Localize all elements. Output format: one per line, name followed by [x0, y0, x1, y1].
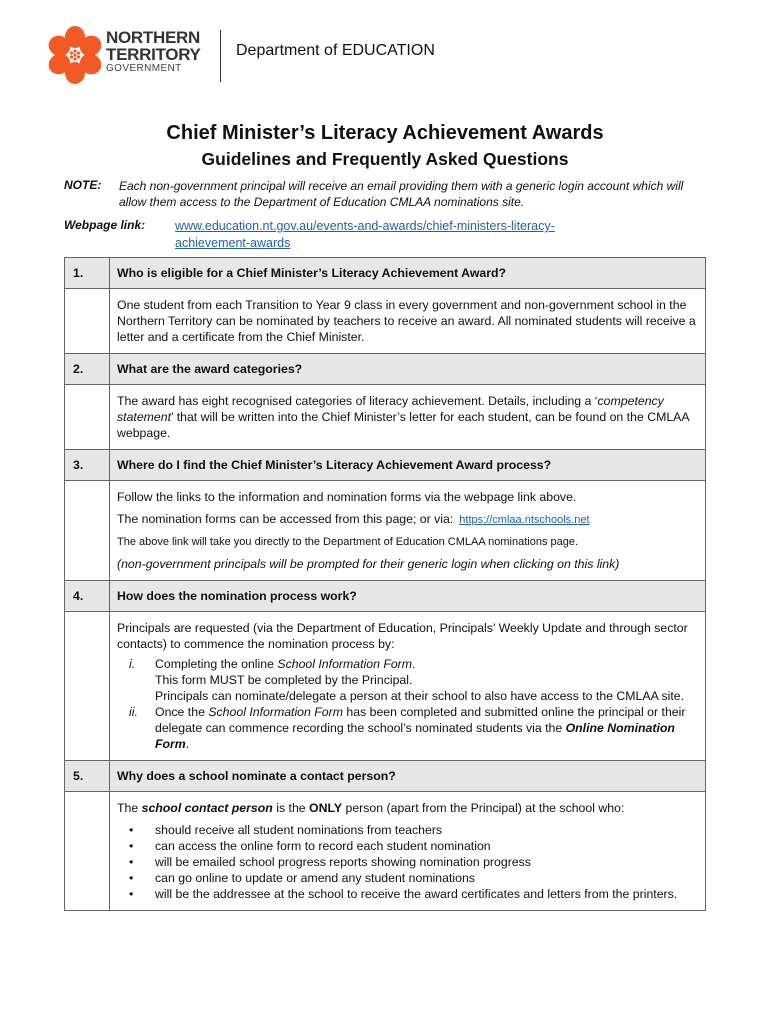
list-item: i. Completing the online School Information Form. This form MUST be completed by the Principal. Principals can nominate/delegate a person at their school to also have access to the CMLAA site. — [129, 657, 685, 703]
logo-line-2: TERRITORY — [106, 45, 201, 64]
list-item: • should receive all student nominations from teachers — [117, 822, 697, 838]
faq-answer-row — [65, 385, 706, 450]
faq-answer-row — [65, 481, 706, 581]
question-number: 1. — [65, 258, 110, 289]
list-item: • can access the online form to record each student nomination — [117, 838, 697, 854]
question-number: 3. — [65, 450, 110, 481]
list-marker: ii. — [129, 705, 138, 719]
logo-line-3: GOVERNMENT — [106, 63, 182, 74]
answer-text: The award has eight recognised categories of literacy achievement. Details, including a ‘competency statement’ that will be written into the Chief Minister’s letter for each student, can be found on the CMLAA webpage. — [110, 385, 706, 450]
process-steps-list — [117, 656, 697, 752]
cmlaa-link[interactable]: https://cmlaa.ntschools.net — [459, 514, 590, 526]
faq-question-row — [65, 354, 706, 385]
list-item: ii. Once the School Information Form has been completed and submitted online the principal or their delegate can commence recording the school’s nominated students via the Online Nomination Form. — [129, 705, 686, 751]
question-number: 4. — [65, 581, 110, 612]
faq-answer-row — [65, 612, 706, 761]
page-title: Chief Minister’s Literacy Achievement Awards — [166, 122, 604, 144]
logo-line-1: NORTHERN — [106, 28, 200, 47]
competency-statement-term: competency statement — [117, 394, 664, 424]
list-item: • will be emailed school progress reports showing nomination progress — [117, 854, 697, 870]
answer-text: One student from each Transition to Year 9 class in every government and non-government school in the Northern Territory can be nominated by teachers to receive an award. All nominated students will receive a letter and a certificate from the Chief Minister. — [110, 289, 706, 354]
note-text: Each non-government principal will receive an email providing them with a generic login account which will allow them access to the Department of Education CMLAA nominations site. — [119, 179, 684, 209]
question-text: What are the award categories? — [110, 354, 706, 385]
webpage-link-line-2[interactable]: achievement-awards — [175, 236, 291, 250]
nt-government-flower-logo-icon — [44, 24, 106, 86]
page-subtitle: Guidelines and Frequently Asked Questions — [201, 149, 569, 169]
faq-answer-row — [65, 289, 706, 354]
header-divider — [220, 30, 221, 82]
department-name: Department of EDUCATION — [236, 42, 435, 59]
list-item: • will be the addressee at the school to receive the award certificates and letters from the printers. — [117, 886, 697, 902]
webpage-label: Webpage link: — [64, 218, 146, 232]
logo-wordmark — [106, 29, 201, 74]
answer-paragraph: Follow the links to the information and nomination forms via the webpage link above. — [117, 490, 577, 504]
faq-table — [64, 257, 706, 911]
faq-question-row — [65, 258, 706, 289]
answer-paragraph: Principals are requested (via the Department of Education, Principals’ Weekly Update and through sector contacts) to commence the nomination process by: — [117, 621, 688, 651]
contact-duties-list — [117, 822, 697, 902]
question-text: How does the nomination process work? — [110, 581, 706, 612]
webpage-link[interactable] — [175, 218, 625, 252]
note-label: NOTE: — [64, 178, 102, 192]
webpage-link-line-1[interactable]: www.education.nt.gov.au/events-and-awards/chief-ministers-literacy- — [175, 219, 555, 233]
answer-paragraph: The nomination forms can be accessed from this page; or via: https://cmlaa.ntschools.net — [117, 512, 590, 526]
answer-paragraph: The above link will take you directly to the Department of Education CMLAA nominations page. — [117, 536, 579, 548]
question-text: Where do I find the Chief Minister’s Literacy Achievement Award process? — [110, 450, 706, 481]
question-text: Why does a school nominate a contact person? — [110, 761, 706, 792]
question-number: 2. — [65, 354, 110, 385]
faq-answer-row — [65, 792, 706, 911]
answer-paragraph: The school contact person is the ONLY person (apart from the Principal) at the school who: — [117, 801, 625, 815]
faq-question-row — [65, 761, 706, 792]
list-marker: i. — [129, 657, 136, 671]
faq-question-row — [65, 450, 706, 481]
question-text: Who is eligible for a Chief Minister’s Literacy Achievement Award? — [110, 258, 706, 289]
page-header — [44, 24, 724, 86]
question-number: 5. — [65, 761, 110, 792]
answer-note: (non-government principals will be prompted for their generic login when clicking on this link) — [117, 557, 620, 571]
list-item: • can go online to update or amend any student nominations — [117, 870, 697, 886]
faq-question-row — [65, 581, 706, 612]
